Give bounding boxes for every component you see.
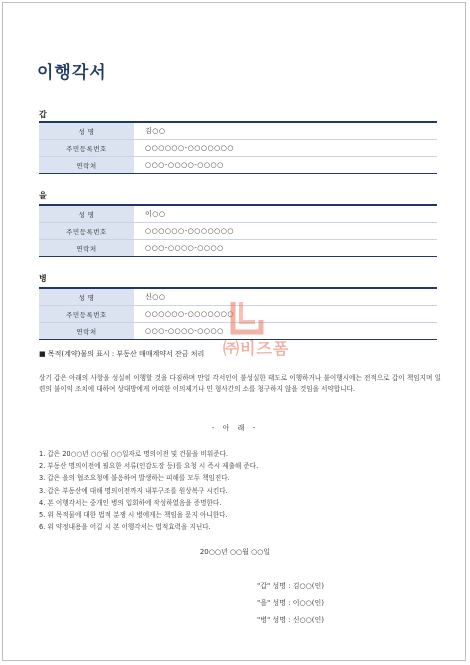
field-value: ○○○-○○○○-○○○○ bbox=[145, 327, 224, 335]
terms-list bbox=[39, 448, 258, 533]
signature-byeong: "병" 성명 : 신○○(인) bbox=[257, 616, 324, 624]
field-label: 연락처 bbox=[39, 323, 134, 339]
party-table-gap bbox=[39, 121, 437, 174]
subject-line: ■ 목적(계약)물의 표시 : 부동산 매매계약서 잔금 처리 bbox=[39, 350, 205, 358]
list-item: 1. 갑은 20○○년 ○○월 ○○일자로 명의이전 및 건물을 비워준다. bbox=[39, 450, 229, 458]
field-value: ○○○-○○○○-○○○○ bbox=[145, 244, 224, 252]
field-label: 성 명 bbox=[39, 289, 134, 305]
field-label: 주민등록번호 bbox=[39, 223, 134, 239]
party-table-eul bbox=[39, 204, 437, 257]
party-row-contact bbox=[39, 240, 437, 257]
field-value: 김○○ bbox=[145, 127, 166, 135]
watermark-text: ㈜비즈폼 bbox=[223, 339, 290, 358]
pledge-paragraph: 상기 갑은 아래의 사항을 성실히 이행할 것을 다짐하며 만일 각서인이 불성실한 태도로 이행하거나 불이행시에는 전적으로 갑이 책임지며 일련의 불이익 조치에 대하여 상대방에게 어떠한 이의제기나 민 형사간의 소를 청구하지 않을 것임을 서약합니다. bbox=[39, 374, 441, 393]
list-item: 2. 부동산 명의이전에 필요한 서류(인감도장 등)를 요청 시 즉시 제출해 준다. bbox=[39, 462, 259, 471]
field-label: 주민등록번호 bbox=[39, 306, 134, 322]
list-item: 3. 갑은 부동산에 대해 명의이전까지 내부구조를 원상복구 시킨다. bbox=[39, 486, 228, 495]
list-item: 5. 위 목적물에 대한 법적 분쟁 시 병에게는 책임을 묻지 아니한다. bbox=[39, 511, 228, 520]
signature-gap: "갑" 성명 : 김○○(인) bbox=[257, 582, 324, 590]
field-label: 연락처 bbox=[39, 240, 134, 256]
bizform-logo-icon bbox=[229, 298, 265, 336]
document-date: 20○○년 ○○월 ○○일 bbox=[199, 548, 271, 556]
list-item: 4. 본 이행각서는 중개인 병의 입회하에 작성하였음을 증명한다. bbox=[39, 498, 222, 507]
field-value: ○○○○○○-○○○○○○○ bbox=[145, 227, 234, 235]
party-label-eul: 을 bbox=[39, 191, 47, 200]
document-page bbox=[2, 2, 466, 661]
field-value: ○○○○○○-○○○○○○○ bbox=[145, 144, 234, 152]
list-item: 3. 갑은 을의 협조요청에 불응하여 발생하는 피해를 모두 책임진다. bbox=[39, 474, 230, 483]
party-row-name bbox=[39, 206, 437, 223]
field-label: 성 명 bbox=[39, 123, 134, 139]
party-row-id bbox=[39, 140, 437, 157]
party-row-contact bbox=[39, 157, 437, 174]
field-value: ○○○○○○-○○○○○○○ bbox=[145, 310, 234, 318]
party-label-gap: 갑 bbox=[39, 110, 47, 119]
field-value: 신○○ bbox=[145, 293, 166, 301]
list-item: 6. 위 약정내용을 어길 시 본 이행각서는 법적효력을 지닌다. bbox=[39, 523, 211, 532]
party-row-id bbox=[39, 223, 437, 240]
below-heading: - 아 래 - bbox=[211, 424, 259, 432]
party-row-name bbox=[39, 123, 437, 140]
signature-eul: "을" 성명 : 이○○(인) bbox=[257, 599, 324, 607]
field-label: 성 명 bbox=[39, 206, 134, 222]
bizform-watermark bbox=[223, 298, 333, 368]
field-label: 연락처 bbox=[39, 157, 134, 173]
document-title: 이행각서 bbox=[37, 63, 107, 83]
field-value: ○○○-○○○○-○○○○ bbox=[145, 161, 224, 169]
field-label: 주민등록번호 bbox=[39, 140, 134, 156]
field-value: 이○○ bbox=[145, 210, 166, 218]
party-label-byeong: 병 bbox=[39, 274, 47, 283]
